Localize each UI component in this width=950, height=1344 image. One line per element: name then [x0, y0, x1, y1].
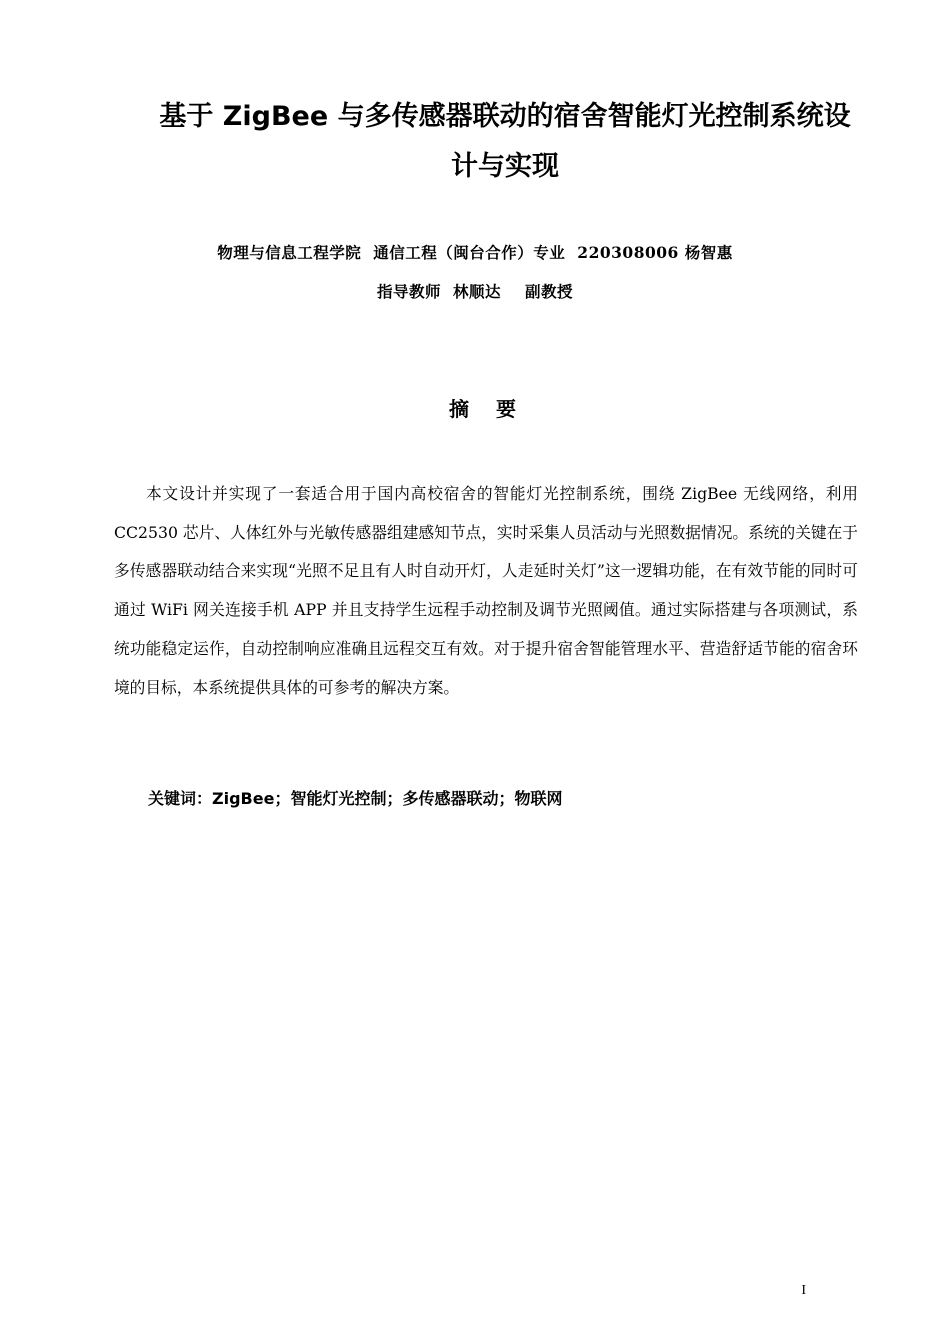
abstract-body: 本文设计并实现了一套适合用于国内高校宿舍的智能灯光控制系统，围绕 ZigBee 无线网络，利用 CC2530 芯片、人体红外与光敏传感器组建感知节点，实时采集人员活动与光照数据情况。系统的关键在于多传感器联动结合来实现“光照不足且有人时自动开灯，人走延时关灯”这一逻辑功能，在有效节能的同时可通过 WiFi 网关连接手机 APP 并且支持学生远程手动控制及调节光照阈值。通过实际搭建与各项测试，系统功能稳定运作，自动控制响应准确且远程交互有效。对于提升宿舍智能管理水平、营造舒适节能的宿舍环境的目标，本系统提供具体的可参考的解决方案。 [114, 484, 858, 697]
advisor-line [0, 282, 950, 302]
advisor-title: 副教授 [525, 282, 574, 301]
title-line-1: 基于 ZigBee 与多传感器联动的宿舍智能灯光控制系统设 [159, 101, 851, 132]
keywords-line: 关键词：ZigBee；智能灯光控制；多传感器联动；物联网 [148, 789, 563, 808]
advisor-label: 指导教师 [376, 282, 441, 301]
abstract-heading: 摘 要 [449, 397, 526, 421]
title-line-2: 计与实现 [451, 151, 559, 182]
student-id-name: 220308006 杨智惠 [577, 243, 733, 262]
author-line [0, 243, 950, 263]
advisor-name: 林顺达 [452, 282, 501, 301]
college-name: 物理与信息工程学院 [217, 243, 362, 262]
major-name: 通信工程（闽台合作）专业 [373, 243, 566, 262]
page-number: I [801, 1283, 806, 1298]
